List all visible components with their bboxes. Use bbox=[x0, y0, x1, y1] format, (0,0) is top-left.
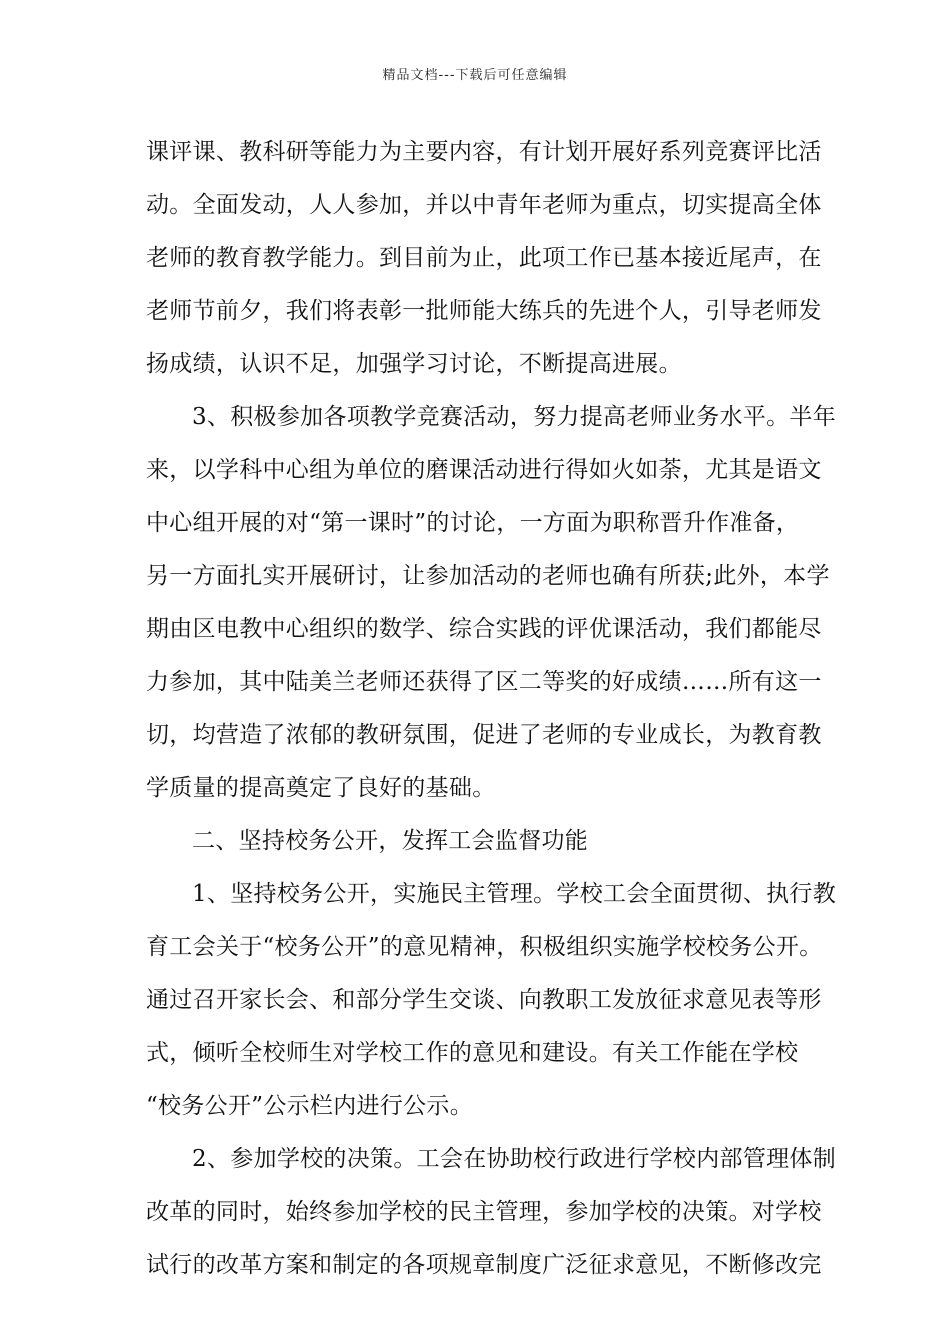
text-line: “校务公开”公示栏内进行公示。 bbox=[146, 1093, 474, 1119]
text-line: 扬成绩，认识不足，加强学习讨论，不断提高进展。 bbox=[146, 351, 682, 377]
text-line: 育工会关于“校务公开”的意见精神，积极组织实施学校校务公开。 bbox=[146, 934, 823, 960]
text-line: 老师的教育教学能力。到目前为止，此项工作已基本接近尾声，在 bbox=[146, 245, 822, 271]
text-line: 课评课、教科研等能力为主要内容，有计划开展好系列竞赛评比活 bbox=[146, 139, 822, 165]
text-line: 2、参加学校的决策。工会在协助校行政进行学校内部管理体制 bbox=[192, 1146, 837, 1172]
text-line: 期由区电教中心组织的数学、综合实践的评优课活动，我们都能尽 bbox=[146, 616, 822, 642]
text-line: 式，倾听全校师生对学校工作的意见和建设。有关工作能在学校 bbox=[146, 1040, 799, 1066]
document-body bbox=[146, 126, 837, 1292]
text-line: 二、坚持校务公开，发挥工会监督功能 bbox=[192, 828, 589, 854]
text-line: 切，均营造了浓郁的教研氛围，促进了老师的专业成长，为教育教 bbox=[146, 722, 822, 748]
text-line: 力参加，其中陆美兰老师还获得了区二等奖的好成绩……所有这一 bbox=[146, 669, 822, 695]
text-line: 1、坚持校务公开，实施民主管理。学校工会全面贯彻、执行教 bbox=[192, 881, 837, 907]
text-line: 另一方面扎实开展研讨，让参加活动的老师也确有所获;此外，本学 bbox=[146, 563, 830, 589]
text-line: 动。全面发动，人人参加，并以中青年老师为重点，切实提高全体 bbox=[146, 192, 822, 218]
text-line: 通过召开家长会、和部分学生交谈、向教职工发放征求意见表等形 bbox=[146, 987, 822, 1013]
text-line: 学质量的提高奠定了良好的基础。 bbox=[146, 775, 496, 801]
text-line: 3、积极参加各项教学竞赛活动，努力提高老师业务水平。半年 bbox=[192, 404, 837, 430]
page-header: 精品文档---下载后可任意编辑 bbox=[382, 68, 568, 83]
text-line: 改革的同时，始终参加学校的民主管理，参加学校的决策。对学校 bbox=[146, 1199, 822, 1225]
text-line: 老师节前夕，我们将表彰一批师能大练兵的先进个人，引导老师发 bbox=[146, 298, 822, 324]
text-line: 来，以学科中心组为单位的磨课活动进行得如火如荼，尤其是语文 bbox=[146, 457, 822, 483]
text-line: 中心组开展的对“第一课时”的讨论，一方面为职称晋升作准备， bbox=[146, 510, 800, 536]
text-line: 试行的改革方案和制定的各项规章制度广泛征求意见，不断修改完 bbox=[146, 1252, 822, 1278]
